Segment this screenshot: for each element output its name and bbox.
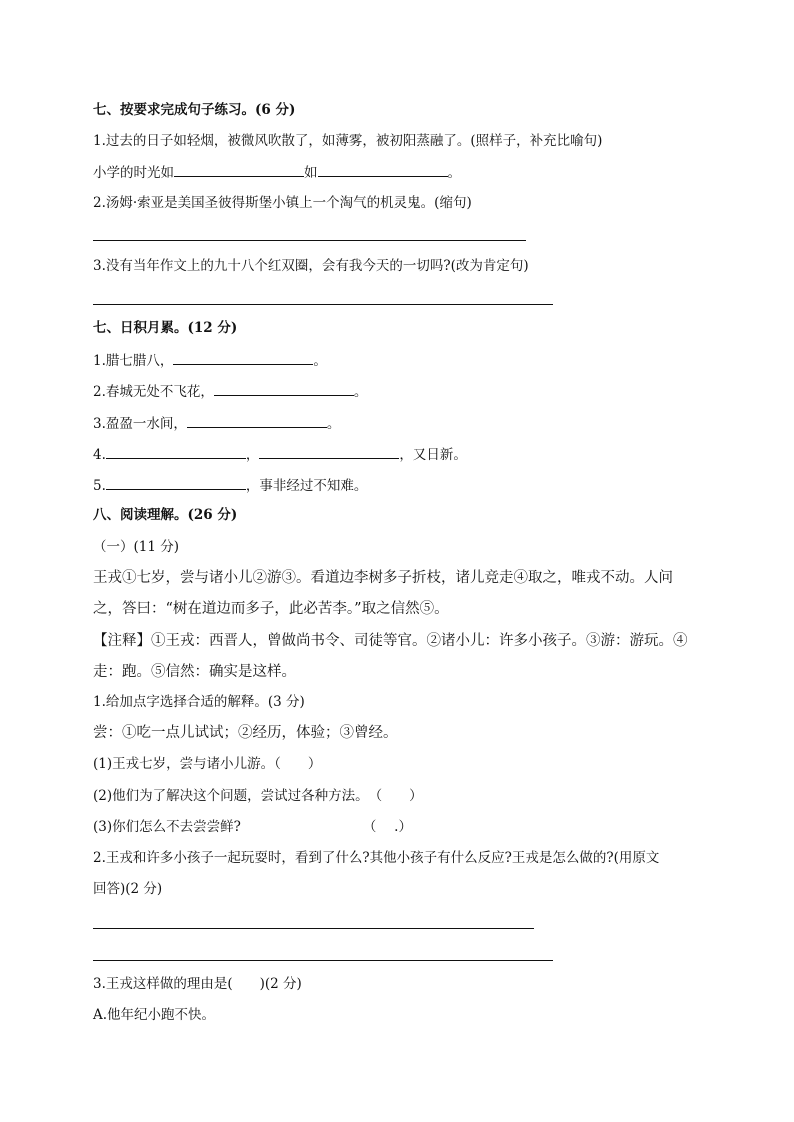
answer-line[interactable] <box>93 240 526 241</box>
reading-question-2: 2.王戎和许多小孩子一起玩耍时，看到了什么?其他小孩子有什么反应?王戎是怎么做的?(用原文 <box>93 850 660 866</box>
fill-end: 。 <box>447 165 461 181</box>
answer-blank[interactable] <box>106 444 246 459</box>
passage-line: 之，答曰：“树在道边而多子，此必苦李。”取之信然⑤。 <box>93 601 449 617</box>
passage-line: 王戎①七岁，尝与诸小儿②游③。看道边李树多子折枝，诸儿竞走④取之，唯戎不动。人问 <box>93 570 673 586</box>
section-8-reading-title: 八、阅读理解。(26 分) <box>93 507 238 523</box>
section-7-accumulation-title: 七、日积月累。(12 分) <box>93 320 238 336</box>
accumulation-item-1: 1.腊七腊八， 。 <box>93 350 327 371</box>
fill-prefix: 小学的时光如 <box>93 165 174 181</box>
annotation-line: 【注释】①王戎：西晋人，曾做尚书令、司徒等官。②诸小儿：许多小孩子。③游：游玩。④ <box>93 633 688 649</box>
answer-blank[interactable] <box>174 162 304 177</box>
question-2-prompt: 2.汤姆·索亚是美国圣彼得斯堡小镇上一个淘气的机灵鬼。(缩句) <box>93 195 472 211</box>
definition-options: 尝：①吃一点儿试试；②经历，体验；③曾经。 <box>93 725 398 741</box>
reading-question-2-cont: 回答)(2 分) <box>93 881 163 897</box>
answer-line[interactable] <box>93 304 553 305</box>
question-1-answer-line <box>93 162 461 183</box>
option-a: A.他年纪小跑不快。 <box>93 1007 216 1023</box>
answer-parentheses[interactable]: （ .） <box>362 819 412 835</box>
answer-blank[interactable] <box>173 350 313 365</box>
sub-question-2: (2)他们为了解决这个问题，尝试过各种方法。 （ ） <box>93 788 423 804</box>
answer-blank[interactable] <box>318 162 448 177</box>
sub-question-3: (3)你们怎么不去尝尝鲜? （ .） <box>93 819 412 835</box>
answer-line[interactable] <box>93 928 534 929</box>
annotation-line: 走：跑。⑤信然：确实是这样。 <box>93 664 296 680</box>
accumulation-item-4: 4. ， ，又日新。 <box>93 444 467 465</box>
accumulation-item-2: 2.春城无处不飞花， 。 <box>93 381 367 402</box>
reading-question-3: 3.王戎这样做的理由是( )(2 分) <box>93 976 302 992</box>
accumulation-item-3: 3.盈盈一水间， 。 <box>93 413 340 434</box>
accumulation-item-5: 5. ，事非经过不知难。 <box>93 475 367 496</box>
question-3-prompt: 3.没有当年作文上的九十八个红双圈，会有我今天的一切吗?(改为肯定句) <box>93 258 529 274</box>
sub-question-1: (1)王戎七岁，尝与诸小儿游。（ ） <box>93 756 322 772</box>
fill-middle: 如 <box>304 165 318 181</box>
answer-blank[interactable] <box>106 475 246 490</box>
answer-blank[interactable] <box>214 381 354 396</box>
part-1-heading: （一）(11 分) <box>93 539 180 555</box>
answer-line[interactable] <box>93 960 553 961</box>
answer-blank[interactable] <box>259 444 399 459</box>
reading-question-1: 1.给加点字选择合适的解释。(3 分) <box>93 694 305 710</box>
question-1-prompt: 1.过去的日子如轻烟，被微风吹散了，如薄雾，被初阳蒸融了。(照样子，补充比喻句) <box>93 133 603 149</box>
section-7-sentence-title: 七、按要求完成句子练习。(6 分) <box>93 102 296 118</box>
answer-blank[interactable] <box>187 413 327 428</box>
